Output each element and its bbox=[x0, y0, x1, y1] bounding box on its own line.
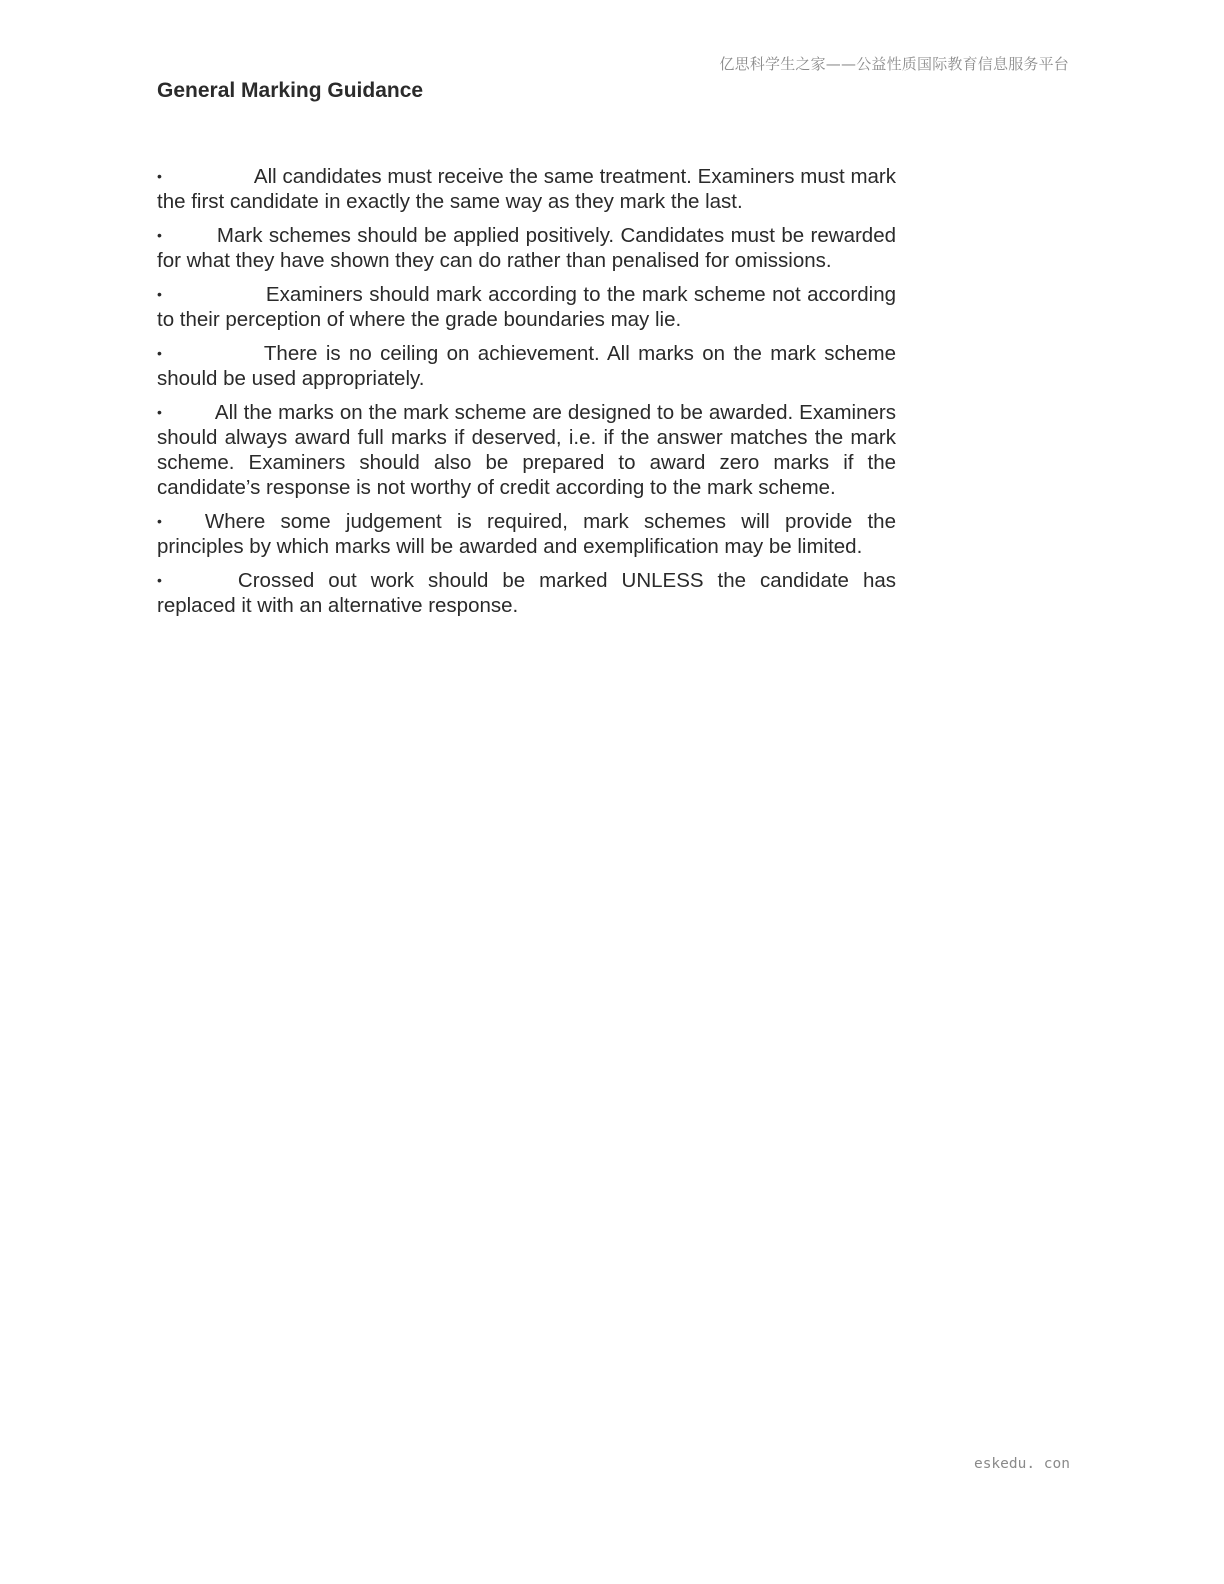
bullet-icon: • bbox=[157, 286, 162, 302]
bullet-icon: • bbox=[157, 168, 162, 184]
footer-site: eskedu. con bbox=[973, 1456, 1070, 1472]
page-title: General Marking Guidance bbox=[157, 79, 424, 102]
list-item-text: Mark schemes should be applied positively. Candidates must be rewarded for what they have shown they can do rather than penalised for omissions. bbox=[157, 224, 896, 272]
list-item bbox=[157, 341, 896, 391]
list-item-text: All candidates must receive the same treatment. Examiners must mark the first candidate in exactly the same way as they mark the last. bbox=[157, 165, 896, 213]
header-watermark: 亿思科学生之家——公益性质国际教育信息服务平台 bbox=[719, 55, 1069, 73]
bullet-icon: • bbox=[157, 227, 162, 243]
list-item-text: Crossed out work should be marked UNLESS the candidate has replaced it with an alternative response. bbox=[157, 569, 896, 617]
list-item bbox=[157, 223, 896, 273]
bullet-icon: • bbox=[157, 513, 162, 529]
list-item bbox=[157, 509, 896, 559]
list-item-text: There is no ceiling on achievement. All marks on the mark scheme should be used appropriately. bbox=[157, 342, 896, 390]
list-item-text: Where some judgement is required, mark schemes will provide the principles by which marks will be awarded and exemplification may be limited. bbox=[157, 510, 896, 558]
bullet-icon: • bbox=[157, 404, 162, 420]
list-item bbox=[157, 164, 896, 214]
list-item-text: Examiners should mark according to the mark scheme not according to their perception of where the grade boundaries may lie. bbox=[157, 283, 896, 331]
bullet-icon: • bbox=[157, 345, 162, 361]
list-item bbox=[157, 400, 896, 500]
list-item-text: All the marks on the mark scheme are designed to be awarded. Examiners should always award full marks if deserved, i.e. if the answer matches the mark scheme. Examiners should also be prepared to award zero marks if the candidate’s response is not worthy of credit according to the mark scheme. bbox=[157, 401, 896, 499]
list-item bbox=[157, 568, 896, 618]
list-item bbox=[157, 282, 896, 332]
guidance-list bbox=[157, 164, 896, 627]
bullet-icon: • bbox=[157, 572, 162, 588]
